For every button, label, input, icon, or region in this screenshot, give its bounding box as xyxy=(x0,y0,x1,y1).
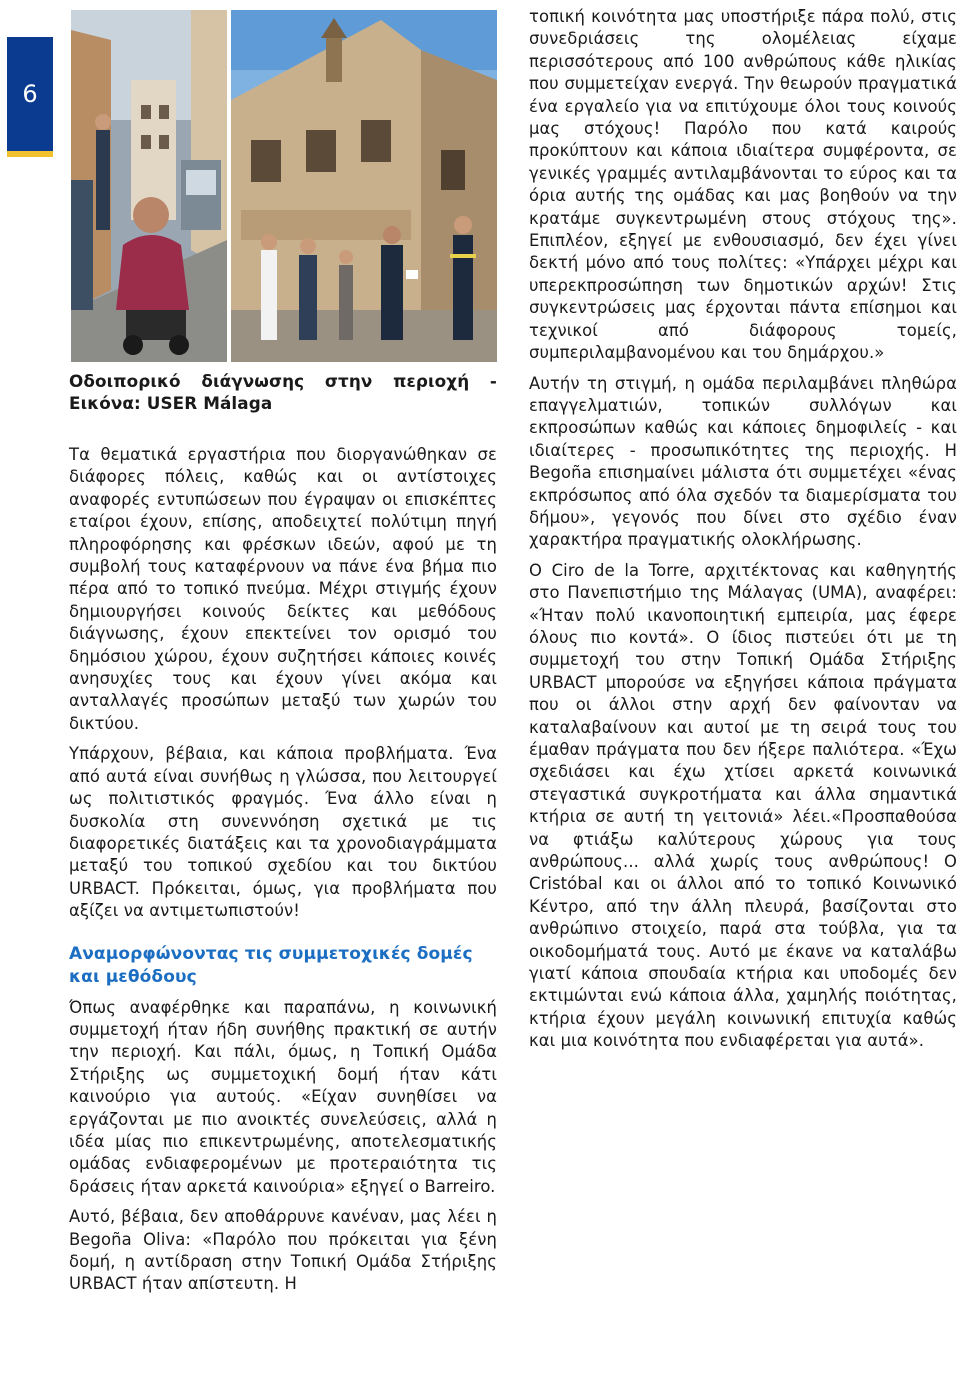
paragraph: Τα θεματικά εργαστήρια που διοργανώθηκαν σε διάφορες πόλεις, καθώς και οι αντίστοιχες αναφορές εντυπώσεων που έγραψαν οι επισκέπτες εταίροι έχουν, επίσης, αποδειχτεί πολύτιμη πηγή πληροφόρησης και φρέσκων ιδεών, αφού με τη συμβολή τους καταφέρνουν να πάνε ένα βήμα πιο πέρα από το τοπικό πνεύμα. Μέχρι στιγμής έχουν δημιουργήσει κοινούς δείκτες και μεθόδους διάγνωσης, έχουν επεκτείνει τον ορισμό του δημόσιου χώρου, έχουν συζητήσει κάποιες κοινές ανησυχίες τους και έχουν γίνει ακόμα και ανταλλαγές προσώπων μεταξύ των χωρών του δικτύου. xyxy=(69,445,497,733)
page-number: 6 xyxy=(22,80,38,108)
right-text-column xyxy=(529,6,957,1061)
paragraph: Αυτό, βέβαια, δεν αποθάρρυνε κανέναν, μας λέει η Begoña Oliva: «Παρόλο που πρόκειται για ξένη δομή, η αντίδραση στην Τοπική Ομάδα Στήριξης URBACT ήταν απίστευτη. Η xyxy=(69,1207,497,1294)
left-text-column xyxy=(69,370,497,1304)
paragraph: Όπως αναφέρθηκε και παραπάνω, η κοινωνική συμμετοχή ήταν ήδη συνήθης πρακτική σε αυτήν την περιοχή. Και πάλι, όμως, η Τοπική Ομάδα Στήριξης ως συμμετοχική δομή ήταν κάτι καινούριο για αυτούς. «Είχαν συνηθίσει να εργάζονται με πιο ανοικτές συνελεύσεις, αλλά η ιδέα μίας πιο επικεντρωμένης, αποτελεσματικής ομάδας ενδιαφερομένων με προτεραιότητα τις δράσεις ήταν αρκετά καινούρια» εξηγεί ο Barreiro. xyxy=(69,997,497,1196)
building-site-visit-photo xyxy=(231,10,497,362)
paragraph: O Ciro de la Torre, αρχιτέκτονας και καθηγητής στο Πανεπιστήμιο της Μάλαγας (UMA), αναφέρει: «Ήταν πολύ ικανοποιητική εμπειρία, μας έφερε όλους πιο κοντά». Ο ίδιος πιστεύει ότι με τη συμμετοχή του στην Τοπική Ομάδα Στήριξης URBACT μπορούσε να εξηγήσει κάποια πράγματα που οι άλλοι στην αρχή δεν φαίνονταν να καταλαβαίνουν και αυτοί με τη σειρά τους του έμαθαν πράγματα που δεν ήξερε παλιότερα. «Έχω σχεδιάσει και έχω χτίσει αρκετά κοινωνικά στεγαστικά συγκροτήματα και άλλα σημαντικά κτήρια σε αυτή τη γειτονιά» λέει.«Προσπαθούσα να φτιάξω καλύτερους χώρους για τους ανθρώπους... αλλά χωρίς τους ανθρώπους! Ο Cristóbal και οι άλλοι από το τοπικό Κοινωνικό Κέντρο, από την άλλη πλευρά, βασίζονται στο ανθρώπινο στοιχείο, παρά στα τούβλα, για τα οικοδομήματά τους. Αυτό με έκανε να καταλάβω γιατί κάποια σπουδαία κτήρια και υποδομές δεν εκτιμώνται ενώ κάποια άλλα, χαμηλής ποιότητας, κτήρια έχουν μεγάλη κοινωνική επιτυχία καθώς και μια κοινότητα που ενδιαφέρεται για αυτά». xyxy=(529,560,957,1051)
photo-caption: Οδοιπορικό διάγνωσης στην περιοχή - Εικόνα: USER Málaga xyxy=(69,371,497,413)
street-scene-photo xyxy=(71,10,227,362)
section-heading: Αναμορφώνοντας τις συμμετοχικές δομές και μεθόδους xyxy=(69,943,473,987)
paragraph: τοπική κοινότητα μας υποστήριξε πάρα πολύ, στις συνεδριάσεις της ολομέλειας είχαμε περισσότερους από 100 ανθρώπους κάθε ηλικίας που συμμετείχαν ενεργά. Την θεωρούν πραγματικά ένα εργαλείο για να επιτύχουμε όλοι τους κοινούς μας στόχους! Παρόλο που κατά καιρούς προκύπτουν και κάποια ιδιαίτερα συμφέροντα, σε γενικές γραμμές αντιλαμβάνονται το εύρος και τα όρια αυτής της ομάδας και μας βοηθούν να την κρατάμε συγκεντρωμένη στους στόχους της». Επιπλέον, εξηγεί με ενθουσιασμό, δεν έχει γίνει δεκτή μόνο από τους πολίτες: «Υπάρχει μέχρι και υπερεκπροσώπηση των δημοτικών αρχών! Στις συγκεντρώσεις μας έρχονται πάντα επίσημοι και τεχνικοί από διάφορους τομείς, συμπεριλαμβανομένου και του δημάρχου.» xyxy=(529,7,957,363)
page-number-tab xyxy=(7,37,53,157)
paragraph: Αυτήν τη στιγμή, η ομάδα περιλαμβάνει πληθώρα επαγγελματιών, τοπικών συλλόγων και εκπροσώπων καθώς και κάποιες δημοφιλείς - και ιδιαίτερες - προσωπικότητες της περιοχής. Η Begoña επισημαίνει μάλιστα ότι συμμετέχει «ένας εκπρόσωπος από όλα σχεδόν τα διαμερίσματα του δήμου», γεγονός που δίνει στο σχέδιο έναν χαρακτήρα πραγματικής ολοκλήρωσης. xyxy=(529,373,957,550)
paragraph: Υπάρχουν, βέβαια, και κάποια προβλήματα. Ένα από αυτά είναι συνήθως η γλώσσα, που λειτουργεί ως πολιτιστικός φραγμός. Ένα άλλο είναι η δυσκολία στη συνεννόηση σχετικά με τις διαφορετικές διατάξεις και τα χρονοδιαγράμματα μεταξύ του τοπικού σχεδίου και του δικτύου URBACT. Πρόκειται, όμως, για προβλήματα που αξίζει να αντιμετωπιστούν! xyxy=(69,744,497,921)
